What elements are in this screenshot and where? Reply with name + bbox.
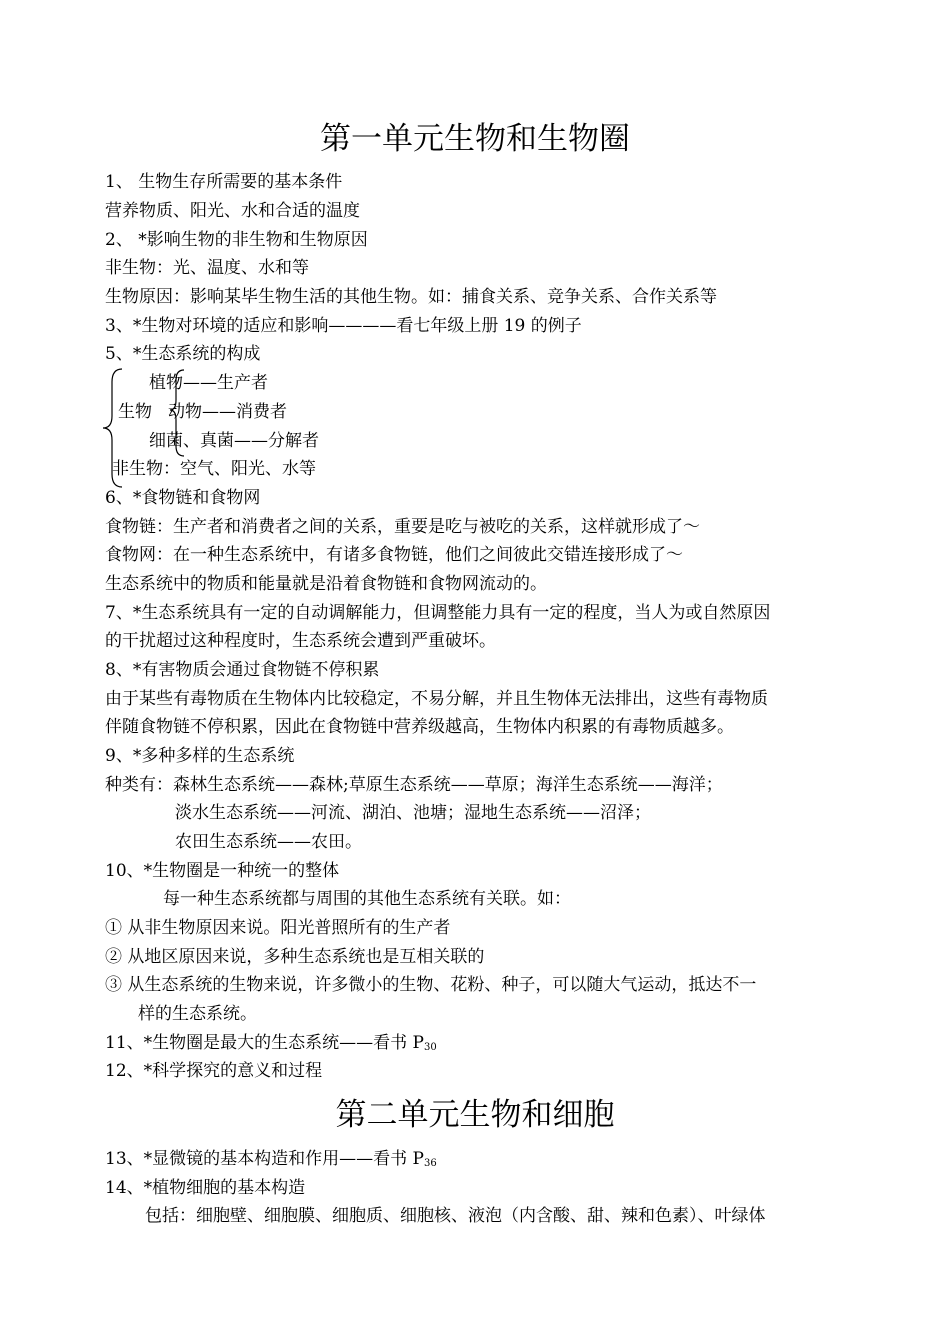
text-line: 9、*多种多样的生态系统: [105, 746, 295, 766]
text-line: 由于某些有毒物质在生物体内比较稳定，不易分解，并且生物体无法排出，这些有毒物质: [105, 689, 768, 709]
text-line: 5、*生态系统的构成: [105, 344, 261, 364]
text-line: 每一种生态系统都与周围的其他生态系统有关联。如：: [163, 889, 571, 909]
text-line: 1、 生物生存所需要的基本条件: [105, 172, 343, 192]
text-line: 3、*生物对环境的适应和影响————看七年级上册 19 的例子: [105, 316, 582, 336]
text-line: 营养物质、阳光、水和合适的温度: [105, 201, 360, 221]
list-item: ② 从地区原因来说，多种生态系统也是互相关联的: [105, 947, 485, 967]
text-line: 的干扰超过这种程度时，生态系统会遭到严重破坏。: [105, 631, 496, 651]
abiotic-line: 非生物：空气、阳光、水等: [112, 459, 316, 479]
biotic-label: 生物: [118, 402, 152, 422]
text-line: 14、*植物细胞的基本构造: [105, 1178, 306, 1198]
page-ref: 36: [423, 1158, 437, 1169]
item13-text: 13、*显微镜的基本构造和作用——看书 P: [105, 1149, 424, 1169]
text-line: 7、*生态系统具有一定的自动调解能力，但调整能力具有一定的程度，当人为或自然原因: [105, 603, 771, 623]
text-line: 农田生态系统——农田。: [175, 832, 362, 852]
text-line: 淡水生态系统——河流、湖泊、池塘；湿地生态系统——沼泽；: [175, 803, 651, 823]
page-ref: 30: [423, 1042, 437, 1053]
text-line: 6、*食物链和食物网: [105, 488, 261, 508]
text-line: 伴随食物链不停积累，因此在食物链中营养级越高，生物体内积累的有毒物质越多。: [105, 717, 734, 737]
text-line: 10、*生物圈是一种统一的整体: [105, 861, 340, 881]
text-line: 非生物：光、温度、水和等: [105, 258, 309, 278]
text-line: 2、 *影响生物的非生物和生物原因: [105, 230, 368, 250]
list-item: ① 从非生物原因来说。阳光普照所有的生产者: [105, 918, 451, 938]
text-line: 食物链：生产者和消费者之间的关系，重要是吃与被吃的关系，这样就形成了～: [105, 517, 700, 537]
text-line: 生态系统中的物质和能量就是沿着食物链和食物网流动的。: [105, 574, 547, 594]
text-line: 食物网：在一种生态系统中，有诸多食物链，他们之间彼此交错连接形成了～: [105, 545, 683, 565]
unit2-title: 第二单元生物和细胞: [335, 1097, 615, 1133]
producer-line: 植物——生产者: [149, 373, 268, 393]
text-line: 生物原因：影响某毕生物生活的其他生物。如：捕食关系、竞争关系、合作关系等: [105, 287, 717, 307]
consumer-line: 动物——消费者: [168, 402, 287, 422]
item11-text: 11、*生物圈是最大的生态系统——看书 P: [105, 1033, 424, 1053]
text-line: 12、*科学探究的意义和过程: [105, 1061, 323, 1081]
text-line: 8、*有害物质会通过食物链不停积累: [105, 660, 380, 680]
list-item: ③ 从生态系统的生物来说，许多微小的生物、花粉、种子，可以随大气运动，抵达不一: [105, 975, 757, 995]
decomposer-line: 细菌、真菌——分解者: [149, 431, 319, 451]
unit1-title: 第一单元生物和生物圈: [320, 121, 630, 157]
list-item-cont: 样的生态系统。: [138, 1004, 257, 1024]
text-line: 包括：细胞壁、细胞膜、细胞质、细胞核、液泡（内含酸、甜、辣和色素）、叶绿体: [145, 1206, 766, 1226]
text-line: 种类有：森林生态系统——森林;草原生态系统——草原；海洋生态系统——海洋；: [105, 775, 723, 795]
